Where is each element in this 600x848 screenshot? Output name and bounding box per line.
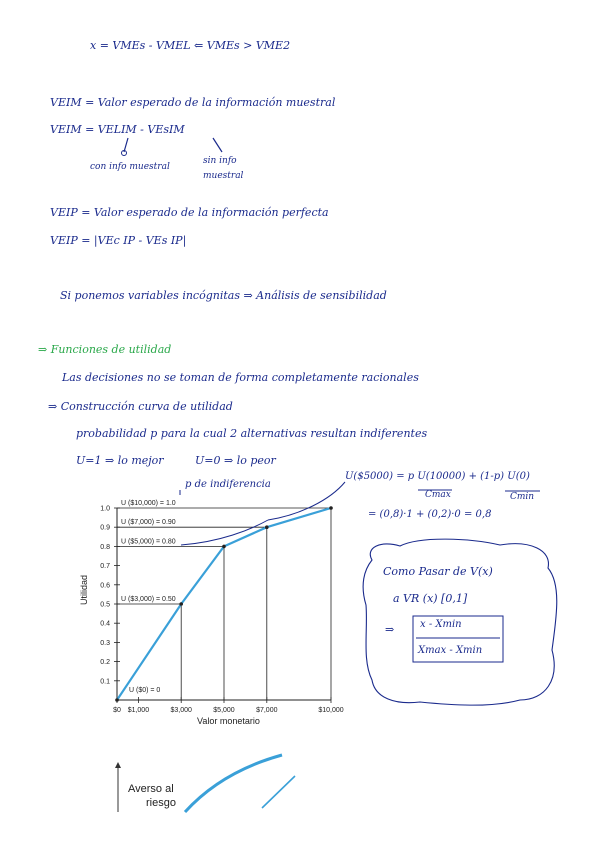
- x-tick-label: $3,000: [170, 707, 192, 714]
- risk-averse-label-1: Averso al: [128, 783, 174, 795]
- veim-definition: VEIM = Valor esperado de la información muestral: [50, 96, 336, 109]
- y-tick-label: 0.9: [100, 524, 110, 532]
- u0-note: U=0 ⇒ lo peor: [195, 454, 276, 467]
- box-numerator: x - Xmin: [420, 619, 462, 630]
- point-label: U ($7,000) = 0.90: [121, 519, 176, 527]
- sin-info-label-1: sin info: [203, 156, 237, 166]
- y-axis-title: Utilidad: [79, 574, 89, 605]
- y-tick-label: 0.4: [100, 620, 110, 628]
- arrow-con-info: [124, 138, 128, 152]
- probability-note: probabilidad p para la cual 2 alternativas resultan indiferentes: [76, 427, 428, 440]
- sensitivity-note: Si ponemos variables incógnitas ⇒ Análisis de sensibilidad: [60, 289, 387, 302]
- box-arrow: ⇒: [385, 623, 395, 636]
- x-axis-title: Valor monetario: [197, 716, 260, 726]
- cloud-box: [363, 539, 557, 705]
- construction-note: ⇒ Construcción curva de utilidad: [48, 400, 233, 413]
- x-tick-label: $7,000: [256, 707, 278, 714]
- y-tick-label: 1.0: [100, 505, 110, 513]
- point-label: U ($5,000) = 0.80: [121, 538, 176, 546]
- point-label: U ($0) = 0: [129, 687, 161, 694]
- u5000-formula: U($5000) = p U(10000) + (1-p) U(0): [345, 471, 530, 482]
- x-tick-label: $0: [113, 707, 121, 714]
- chart2-y-arrow: [115, 762, 121, 768]
- indifference-label: p de indiferencia: [185, 479, 271, 490]
- point-label: U ($10,000) = 1.0: [121, 500, 176, 507]
- sin-info-label-2: muestral: [203, 171, 244, 181]
- x-tick-label: $5,000: [213, 707, 235, 714]
- risk-averse-label-2: riesgo: [146, 797, 176, 809]
- veip-definition: VEIP = Valor esperado de la información perfecta: [50, 206, 329, 219]
- cmin-label: Cmin: [510, 492, 535, 502]
- x-tick-label: $1,000: [127, 707, 150, 714]
- cmax-label: Cmax: [425, 490, 451, 500]
- fraction-box: [413, 616, 503, 662]
- y-tick-label: 0.8: [100, 543, 110, 551]
- decisions-note: Las decisiones no se toman de forma completamente racionales: [62, 371, 419, 384]
- y-tick-label: 0.7: [100, 563, 110, 571]
- risk-neutral-line: [262, 776, 295, 808]
- note-line-1: x = VMEs - VMEL ⇐ VMEs > VME2: [90, 39, 291, 52]
- box-denominator: Xmax - Xmin: [418, 645, 483, 656]
- arrow-sin-info: [213, 138, 222, 152]
- veim-formula: VEIM = VELIM - VEsIM: [50, 123, 185, 136]
- veip-formula: VEIP = |VEc IP - VEs IP|: [50, 234, 187, 247]
- arrow-to-formula: [268, 482, 345, 520]
- calc-result: = (0,8)·1 + (0,2)·0 = 0,8: [368, 509, 492, 520]
- section-heading-utility: ⇒ Funciones de utilidad: [38, 343, 172, 356]
- y-tick-label: 0.3: [100, 639, 110, 647]
- y-tick-label: 0.1: [100, 678, 110, 686]
- box-title: Como Pasar de V(x): [383, 565, 493, 578]
- con-info-label: con info muestral: [90, 162, 170, 172]
- y-tick-label: 0.6: [100, 582, 110, 590]
- point-label: U ($3,000) = 0.50: [121, 596, 176, 603]
- box-to: a VR (x) [0,1]: [393, 592, 468, 605]
- u1-note: U=1 ⇒ lo mejor: [76, 454, 164, 467]
- y-tick-label: 0.5: [100, 601, 110, 609]
- x-tick-label: $10,000: [318, 707, 344, 714]
- arrow-from-point: [181, 520, 268, 545]
- y-tick-label: 0.2: [100, 659, 110, 667]
